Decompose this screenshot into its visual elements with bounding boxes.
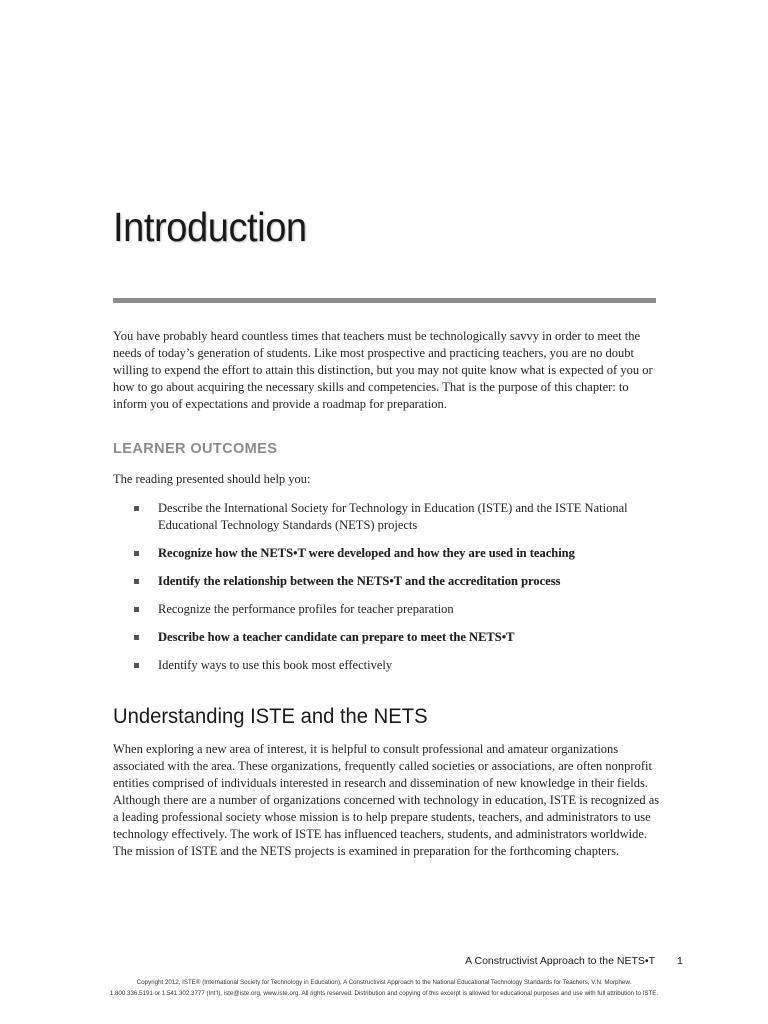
outcome-text: Recognize how the NETS•T were developed and how they are used in teaching (158, 546, 575, 560)
intro-paragraph: You have probably heard countless times that teachers must be technologically savvy in order to meet the needs of today’s generation of students. Like most prospective and practicing teachers, you are no doubt willing to expend the effort to attain this distinction, but you may not quite know what is expected of you or how to go about acquiring the necessary skills and competencies. That is the purpose of this chapter: to inform you of expectations and provide a roadmap for preparation. (113, 329, 653, 411)
copyright-notice (100, 977, 668, 999)
outcome-item (134, 545, 654, 562)
chapter-title: Introduction (113, 204, 307, 250)
outcome-item (134, 601, 654, 618)
square-bullet-icon (134, 506, 139, 511)
copyright-line: 1.800.336.5191 or 1.541.302.3777 (Int’l), iste@iste.org, www.iste.org. All rights reserved. Distribution and copying of this excerpt is allowed for educational purposes and use with full attribution to ISTE. (109, 990, 659, 997)
running-footer-title: A Constructivist Approach to the NETS•T (465, 955, 655, 967)
page-number: 1 (677, 955, 683, 967)
outcome-text: Identify the relationship between the NETS•T and the accreditation process (158, 574, 561, 588)
outcome-item (134, 629, 654, 646)
square-bullet-icon (134, 635, 139, 640)
learner-outcomes-heading: LEARNER OUTCOMES (113, 441, 278, 457)
title-rule (113, 298, 656, 303)
section-paragraph: When exploring a new area of interest, it is helpful to consult professional and amateur organizations associated with the area. These organizations, frequently called societies or associations, are often nonprofit entities comprised of individuals interested in research and dissemination of new knowledge in their fields. Although there are a number of organizations concerned with technology in education, ISTE is recognized as a leading professional society whose mission is to help prepare students, teachers, and administrators to use technology effectively. The work of ISTE has influenced teachers, students, and administrators worldwide. The mission of ISTE and the NETS projects is examined in preparation for the forthcoming chapters. (113, 742, 660, 858)
outcome-text: Describe the International Society for Technology in Education (ISTE) and the ISTE National Educational Technology Standards (NETS) projects (158, 501, 628, 532)
outcome-item (134, 573, 654, 590)
outcome-text: Recognize the performance profiles for teacher preparation (158, 602, 454, 616)
copyright-line: Copyright 2012, ISTE® (International Society for Technology in Education), A Constructivist Approach to the National Educational Technology Standards for Teachers, V.N. Morphew. (136, 979, 632, 986)
section-heading: Understanding ISTE and the NETS (113, 704, 428, 728)
outcome-text: Describe how a teacher candidate can prepare to meet the NETS•T (158, 630, 515, 644)
square-bullet-icon (134, 579, 139, 584)
square-bullet-icon (134, 607, 139, 612)
outcome-item (134, 657, 654, 674)
learner-outcomes-lead: The reading presented should help you: (113, 472, 311, 486)
outcome-item (134, 500, 654, 534)
outcome-text: Identify ways to use this book most effectively (158, 658, 393, 672)
square-bullet-icon (134, 551, 139, 556)
square-bullet-icon (134, 663, 139, 668)
